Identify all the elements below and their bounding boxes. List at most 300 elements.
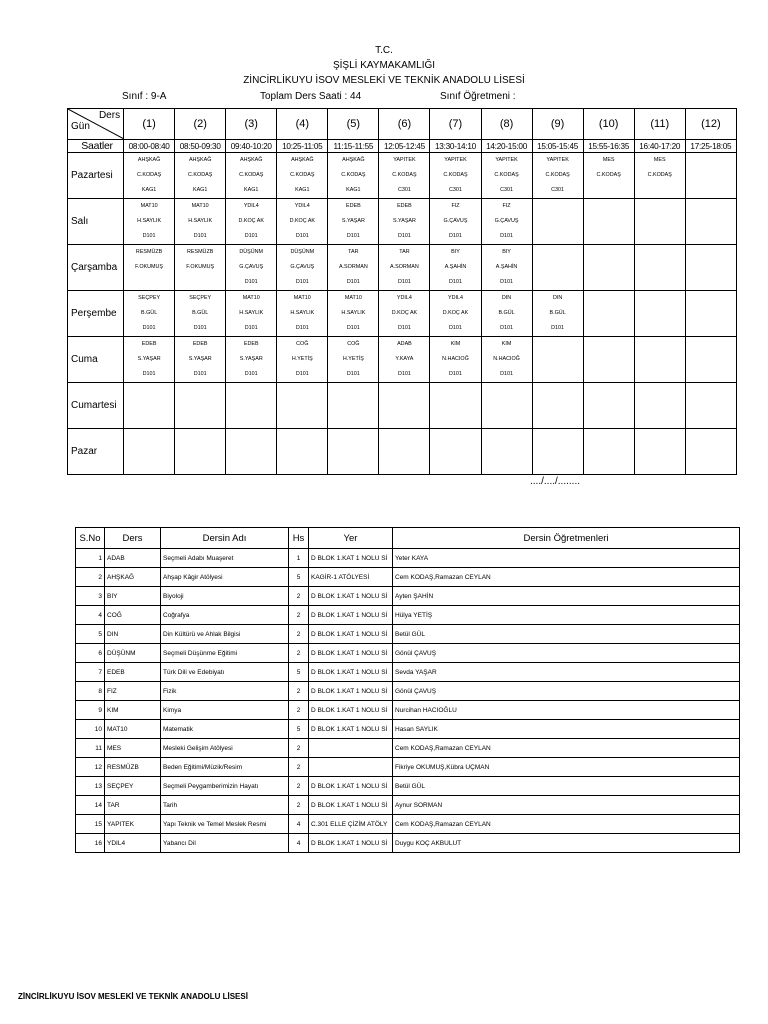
school-name: ZİNCİRLİKUYU İSOV MESLEKİ VE TEKNİK ANADOLU LİSESİ bbox=[243, 75, 525, 86]
slot-room-code: D101 bbox=[193, 233, 207, 239]
slot-lesson-code: EDEB bbox=[192, 341, 208, 347]
slot-room-code: D101 bbox=[397, 371, 411, 377]
day-row bbox=[68, 153, 737, 199]
slot-teacher-name: B.GÜL bbox=[549, 310, 566, 316]
slot-teacher-name: D.KOÇ AK bbox=[289, 218, 316, 224]
slot-room-code bbox=[584, 459, 634, 474]
row-yer: D BLOK 1.KAT 1 NOLU Sİ bbox=[309, 777, 393, 796]
row-yer: D BLOK 1.KAT 1 NOLU Sİ bbox=[309, 796, 393, 815]
slot-lesson-code: EDEB bbox=[397, 203, 412, 209]
slot-room-code: D101 bbox=[244, 279, 258, 285]
slot-teacher-name bbox=[328, 444, 378, 459]
slot-lesson-code: YAPITEK bbox=[393, 157, 416, 163]
slot-room-code bbox=[584, 275, 634, 290]
slot-lesson-code bbox=[635, 291, 685, 306]
slot-teacher-name bbox=[533, 398, 583, 413]
slot-lesson-code: COĞ bbox=[296, 341, 309, 347]
row-hs: 4 bbox=[289, 815, 309, 834]
period-time: 11:15-11:55 bbox=[328, 140, 379, 153]
schedule-slot bbox=[175, 337, 226, 383]
slot-room-code: D101 bbox=[244, 233, 258, 239]
slot-teacher-name: D.KOÇ AK bbox=[238, 218, 264, 224]
slot-room-code bbox=[379, 413, 429, 428]
schedule-slot bbox=[685, 245, 736, 291]
row-ders-adi: Coğrafya bbox=[161, 606, 289, 625]
slot-room-code: D101 bbox=[142, 233, 156, 239]
row-ders-adi: Türk Dili ve Edebiyatı bbox=[161, 663, 289, 682]
row-ders-code: MAT10 bbox=[105, 720, 161, 739]
row-ders-adi: Seçmeli Adabı Muaşeret bbox=[161, 549, 289, 568]
slot-teacher-name: H.SAYLIK bbox=[188, 218, 213, 224]
schedule-slot bbox=[328, 153, 379, 199]
slot-lesson-code: KIM bbox=[501, 341, 512, 347]
slot-teacher-name: H.SAYLIK bbox=[341, 310, 366, 316]
slot-room-code: D101 bbox=[244, 371, 258, 377]
schedule-slot bbox=[175, 291, 226, 337]
period-header: (4) bbox=[277, 109, 328, 140]
schedule-slot bbox=[379, 337, 430, 383]
slot-lesson-code: MAT10 bbox=[344, 295, 362, 301]
schedule-slot bbox=[175, 153, 226, 199]
slot-room-code: KAG1 bbox=[244, 187, 259, 193]
row-ders-code: RESMÜZB bbox=[105, 758, 161, 777]
slot-teacher-name: C.KODAŞ bbox=[136, 172, 162, 178]
schedule-slot bbox=[685, 199, 736, 245]
schedule-slot bbox=[634, 337, 685, 383]
row-ders-adi: Matematik bbox=[161, 720, 289, 739]
slot-room-code: D101 bbox=[500, 325, 513, 331]
day-name: Pazar bbox=[68, 429, 124, 475]
slot-teacher-name: C.KODAŞ bbox=[341, 172, 366, 178]
schedule-slot bbox=[583, 153, 634, 199]
slot-teacher-name: D.KOÇ AK bbox=[442, 310, 469, 316]
slot-teacher-name bbox=[584, 260, 634, 275]
period-header: (8) bbox=[481, 109, 532, 140]
slot-teacher-name: H.SAYLIK bbox=[239, 310, 264, 316]
row-yer: D BLOK 1.KAT 1 NOLU Sİ bbox=[309, 644, 393, 663]
slot-room-code bbox=[686, 183, 736, 198]
schedule-slot bbox=[226, 153, 277, 199]
slot-teacher-name: H.SAYLIK bbox=[290, 310, 315, 316]
slot-lesson-code bbox=[533, 199, 583, 214]
slot-room-code: C301 bbox=[397, 187, 411, 193]
row-ders-code: TAR bbox=[105, 796, 161, 815]
row-ogretmen: Aynur SORMAN bbox=[393, 796, 740, 815]
slot-lesson-code bbox=[635, 199, 685, 214]
period-time: 13:30-14:10 bbox=[430, 140, 481, 153]
schedule-slot bbox=[328, 429, 379, 475]
slot-lesson-code: TAR bbox=[348, 249, 359, 255]
row-hs: 2 bbox=[289, 644, 309, 663]
slot-lesson-code: YAPITEK bbox=[495, 157, 518, 163]
schedule-slot bbox=[430, 245, 481, 291]
lesson-row bbox=[76, 663, 740, 682]
slot-lesson-code bbox=[686, 291, 736, 306]
slot-teacher-name: H.SAYLIK bbox=[137, 218, 162, 224]
slot-teacher-name: S.YAŞAR bbox=[188, 356, 212, 362]
day-row bbox=[68, 245, 737, 291]
day-row bbox=[68, 383, 737, 429]
schedule-slot bbox=[685, 429, 736, 475]
col-hs: Hs bbox=[289, 528, 309, 549]
schedule-slot bbox=[124, 337, 175, 383]
row-sno: 12 bbox=[76, 758, 105, 777]
slot-teacher-name bbox=[635, 398, 685, 413]
slot-room-code: KAG1 bbox=[295, 187, 310, 193]
row-ders-code: DIN bbox=[105, 625, 161, 644]
slot-teacher-name: B.GÜL bbox=[498, 310, 515, 316]
slot-teacher-name bbox=[584, 352, 634, 367]
date-line: ..../..../........ bbox=[530, 476, 581, 487]
row-hs: 2 bbox=[289, 682, 309, 701]
slot-lesson-code: MAT10 bbox=[191, 203, 209, 209]
row-sno: 14 bbox=[76, 796, 105, 815]
period-time: 10:25-11:05 bbox=[277, 140, 328, 153]
row-ogretmen: Cem KODAŞ,Ramazan CEYLAN bbox=[393, 739, 740, 758]
lesson-row bbox=[76, 815, 740, 834]
row-ders-adi: Tarih bbox=[161, 796, 289, 815]
period-header: (12) bbox=[685, 109, 736, 140]
slot-room-code: D101 bbox=[551, 325, 565, 331]
slot-teacher-name bbox=[584, 214, 634, 229]
slot-lesson-code: AHŞKAĞ bbox=[188, 157, 212, 163]
schedule-slot bbox=[124, 383, 175, 429]
row-ogretmen: Cem KODAŞ,Ramazan CEYLAN bbox=[393, 568, 740, 587]
schedule-slot bbox=[583, 337, 634, 383]
slot-teacher-name: C.KODAŞ bbox=[392, 172, 417, 178]
slot-lesson-code bbox=[584, 337, 634, 352]
row-sno: 11 bbox=[76, 739, 105, 758]
slot-lesson-code: MES bbox=[653, 157, 666, 163]
slot-teacher-name bbox=[277, 444, 327, 459]
slot-room-code: D101 bbox=[397, 279, 411, 285]
slot-lesson-code bbox=[584, 383, 634, 398]
slot-lesson-code bbox=[533, 245, 583, 260]
total-hours-label: Toplam Ders Saati : 44 bbox=[260, 91, 362, 102]
schedule-slot bbox=[634, 291, 685, 337]
lesson-row bbox=[76, 587, 740, 606]
slot-teacher-name bbox=[686, 168, 736, 183]
slot-room-code bbox=[686, 459, 736, 474]
row-ders-code: SEÇPEY bbox=[105, 777, 161, 796]
slot-room-code: D101 bbox=[193, 371, 207, 377]
schedule-slot bbox=[379, 383, 430, 429]
slot-room-code bbox=[635, 183, 685, 198]
row-sno: 7 bbox=[76, 663, 105, 682]
period-time: 17:25-18:05 bbox=[685, 140, 736, 153]
slot-teacher-name: B.GÜL bbox=[192, 310, 209, 316]
row-ders-adi: Ahşap Kâgir Atölyesi bbox=[161, 568, 289, 587]
row-ogretmen: Gönül ÇAVUŞ bbox=[393, 644, 740, 663]
row-sno: 4 bbox=[76, 606, 105, 625]
slot-room-code bbox=[584, 229, 634, 244]
slot-teacher-name: G.ÇAVUŞ bbox=[239, 264, 264, 270]
lesson-row bbox=[76, 606, 740, 625]
slot-room-code bbox=[124, 459, 174, 474]
saatler-label: Saatler bbox=[68, 140, 124, 153]
slot-teacher-name bbox=[584, 398, 634, 413]
slot-teacher-name bbox=[430, 398, 480, 413]
slot-lesson-code: EDEB bbox=[243, 341, 259, 347]
slot-lesson-code: DIN bbox=[552, 295, 563, 301]
slot-teacher-name bbox=[584, 306, 634, 321]
slot-teacher-name: C.KODAŞ bbox=[239, 172, 264, 178]
slot-teacher-name: B.GÜL bbox=[141, 310, 158, 316]
slot-teacher-name: G.ÇAVUŞ bbox=[290, 264, 315, 270]
schedule-slot bbox=[583, 383, 634, 429]
row-ogretmen: Ayten ŞAHİN bbox=[393, 587, 740, 606]
slot-room-code bbox=[226, 459, 276, 474]
header-kaymakamlik: ŞİŞLİ KAYMAKAMLIĞI bbox=[332, 60, 436, 71]
slot-lesson-code bbox=[175, 383, 225, 398]
schedule-slot bbox=[430, 337, 481, 383]
schedule-slot bbox=[685, 153, 736, 199]
row-ogretmen: Duygu KOÇ AKBULUT bbox=[393, 834, 740, 853]
slot-room-code bbox=[328, 459, 378, 474]
slot-room-code: C301 bbox=[449, 187, 462, 193]
period-header: (1) bbox=[124, 109, 175, 140]
row-yer: D BLOK 1.KAT 1 NOLU Sİ bbox=[309, 606, 393, 625]
slot-lesson-code: DÜŞÜNM bbox=[239, 249, 264, 255]
slot-room-code bbox=[584, 183, 634, 198]
day-row bbox=[68, 337, 737, 383]
slot-teacher-name: S.YAŞAR bbox=[137, 356, 161, 362]
row-ogretmen: Hasan SAYLIK bbox=[393, 720, 740, 739]
slot-lesson-code bbox=[686, 429, 736, 444]
row-ogretmen: Sevda YAŞAR bbox=[393, 663, 740, 682]
schedule-slot bbox=[430, 199, 481, 245]
class-label: Sınıf : 9-A bbox=[122, 91, 167, 102]
schedule-slot bbox=[685, 383, 736, 429]
slot-teacher-name bbox=[175, 444, 225, 459]
slot-teacher-name: N.HACIOĞ bbox=[442, 356, 469, 362]
slot-room-code: KAG1 bbox=[141, 187, 157, 193]
slot-room-code: D101 bbox=[346, 279, 360, 285]
schedule-slot bbox=[532, 153, 583, 199]
slot-teacher-name bbox=[533, 260, 583, 275]
schedule-slot bbox=[379, 153, 430, 199]
slot-lesson-code: YDIL4 bbox=[243, 203, 259, 209]
slot-room-code bbox=[430, 413, 480, 428]
slot-room-code bbox=[379, 459, 429, 474]
schedule-slot bbox=[277, 153, 328, 199]
slot-lesson-code bbox=[584, 291, 634, 306]
schedule-slot bbox=[379, 429, 430, 475]
lesson-row bbox=[76, 644, 740, 663]
schedule-slot bbox=[277, 199, 328, 245]
row-yer: C.301 ELLE ÇİZİM ATÖLY bbox=[309, 815, 393, 834]
row-yer bbox=[309, 739, 393, 758]
slot-lesson-code bbox=[635, 429, 685, 444]
row-hs: 5 bbox=[289, 568, 309, 587]
slot-room-code bbox=[226, 413, 276, 428]
schedule-slot bbox=[532, 199, 583, 245]
row-ders-code: FIZ bbox=[105, 682, 161, 701]
row-sno: 8 bbox=[76, 682, 105, 701]
row-sno: 3 bbox=[76, 587, 105, 606]
schedule-slot bbox=[583, 429, 634, 475]
schedule-slot bbox=[634, 429, 685, 475]
slot-teacher-name bbox=[175, 398, 225, 413]
period-header: (6) bbox=[379, 109, 430, 140]
slot-teacher-name bbox=[635, 352, 685, 367]
row-sno: 13 bbox=[76, 777, 105, 796]
slot-room-code bbox=[482, 459, 532, 474]
slot-room-code: D101 bbox=[346, 325, 360, 331]
slot-teacher-name bbox=[686, 214, 736, 229]
slot-teacher-name bbox=[124, 444, 174, 459]
slot-teacher-name: H.YETİŞ bbox=[342, 356, 364, 362]
schedule-slot bbox=[532, 429, 583, 475]
period-header: (3) bbox=[226, 109, 277, 140]
slot-teacher-name bbox=[277, 398, 327, 413]
slot-lesson-code: BIY bbox=[502, 249, 511, 255]
row-hs: 2 bbox=[289, 777, 309, 796]
slot-lesson-code bbox=[482, 383, 532, 398]
slot-lesson-code: YAPITEK bbox=[444, 157, 467, 163]
slot-room-code: D101 bbox=[346, 371, 360, 377]
slot-room-code: D101 bbox=[295, 325, 309, 331]
slot-lesson-code bbox=[635, 245, 685, 260]
row-ders-code: COĞ bbox=[105, 606, 161, 625]
slot-room-code bbox=[175, 413, 225, 428]
period-header: (9) bbox=[532, 109, 583, 140]
lesson-row bbox=[76, 720, 740, 739]
period-header: (5) bbox=[328, 109, 379, 140]
slot-teacher-name: S.YAŞAR bbox=[341, 218, 365, 224]
schedule-slot bbox=[634, 199, 685, 245]
slot-lesson-code: BIY bbox=[451, 249, 460, 255]
corner-gun-label: Gün bbox=[71, 121, 90, 132]
slot-lesson-code bbox=[277, 429, 327, 444]
row-hs: 2 bbox=[289, 701, 309, 720]
slot-room-code bbox=[277, 459, 327, 474]
slot-room-code bbox=[584, 367, 634, 382]
slot-room-code: D101 bbox=[193, 325, 207, 331]
schedule-slot bbox=[124, 153, 175, 199]
lesson-row bbox=[76, 834, 740, 853]
slot-teacher-name: C.KODAŞ bbox=[494, 172, 519, 178]
row-hs: 2 bbox=[289, 606, 309, 625]
slot-lesson-code bbox=[584, 429, 634, 444]
schedule-slot bbox=[634, 245, 685, 291]
slot-teacher-name: C.KODAŞ bbox=[596, 172, 621, 178]
slot-lesson-code: MES bbox=[602, 157, 615, 163]
slot-room-code bbox=[175, 275, 225, 290]
schedule-slot bbox=[532, 291, 583, 337]
row-sno: 10 bbox=[76, 720, 105, 739]
schedule-slot bbox=[583, 199, 634, 245]
col-ders: Ders bbox=[105, 528, 161, 549]
row-ders-adi: Seçmeli Peygamberimizin Hayatı bbox=[161, 777, 289, 796]
row-ogretmen: Gönül ÇAVUŞ bbox=[393, 682, 740, 701]
schedule-slot bbox=[430, 291, 481, 337]
slot-room-code: D101 bbox=[500, 279, 513, 285]
col-dersin-adi: Dersin Adı bbox=[161, 528, 289, 549]
slot-teacher-name bbox=[482, 444, 532, 459]
row-yer: D BLOK 1.KAT 1 NOLU Sİ bbox=[309, 663, 393, 682]
slot-lesson-code: ADAB bbox=[397, 341, 412, 347]
slot-teacher-name: N.HACIOĞ bbox=[493, 356, 520, 362]
slot-room-code: D101 bbox=[500, 371, 513, 377]
day-name: Cumartesi bbox=[68, 383, 124, 429]
slot-teacher-name: C.KODAŞ bbox=[647, 172, 672, 178]
slot-lesson-code: COĞ bbox=[347, 341, 360, 347]
row-ders-code: YAPITEK bbox=[105, 815, 161, 834]
schedule-slot bbox=[328, 291, 379, 337]
slot-lesson-code: DIN bbox=[501, 295, 512, 301]
slot-teacher-name bbox=[584, 444, 634, 459]
day-name: Salı bbox=[68, 199, 124, 245]
slot-lesson-code bbox=[482, 429, 532, 444]
slot-room-code: C301 bbox=[500, 187, 513, 193]
schedule-slot bbox=[124, 429, 175, 475]
slot-lesson-code: DÜŞÜNM bbox=[290, 249, 315, 255]
schedule-slot bbox=[226, 429, 277, 475]
col-sno: S.No bbox=[76, 528, 105, 549]
slot-room-code: D101 bbox=[449, 325, 462, 331]
period-time: 14:20-15:00 bbox=[481, 140, 532, 153]
slot-room-code: D101 bbox=[449, 233, 462, 239]
schedule-slot bbox=[175, 383, 226, 429]
slot-lesson-code: AHŞKAĞ bbox=[240, 157, 263, 163]
row-ders-adi: Seçmeli Düşünme Eğitimi bbox=[161, 644, 289, 663]
slot-teacher-name bbox=[226, 398, 276, 413]
schedule-slot bbox=[226, 291, 277, 337]
period-time: 08:50-09:30 bbox=[175, 140, 226, 153]
slot-teacher-name: F.OKUMUŞ bbox=[186, 264, 215, 270]
day-row bbox=[68, 199, 737, 245]
row-hs: 2 bbox=[289, 625, 309, 644]
slot-room-code: D101 bbox=[244, 325, 258, 331]
slot-room-code bbox=[533, 367, 583, 382]
slot-teacher-name bbox=[226, 444, 276, 459]
slot-room-code: KAG1 bbox=[192, 187, 208, 193]
col-ogretmenler: Dersin Öğretmenleri bbox=[393, 528, 740, 549]
slot-room-code bbox=[686, 229, 736, 244]
slot-room-code: D101 bbox=[142, 325, 156, 331]
schedule-slot bbox=[175, 245, 226, 291]
schedule-slot bbox=[328, 337, 379, 383]
day-name: Pazartesi bbox=[68, 153, 124, 199]
slot-room-code bbox=[635, 275, 685, 290]
schedule-slot bbox=[430, 153, 481, 199]
row-sno: 6 bbox=[76, 644, 105, 663]
row-yer: KAGİR-1 ATÖLYESİ bbox=[309, 568, 393, 587]
period-header: (10) bbox=[583, 109, 634, 140]
slot-lesson-code: SEÇPEY bbox=[189, 295, 212, 301]
slot-teacher-name: A.ŞAHİN bbox=[495, 264, 518, 270]
footer-school-name: ZİNCİRLİKUYU İSOV MESLEKİ VE TEKNİK ANADOLU LİSESİ bbox=[18, 992, 248, 1001]
slot-room-code: D101 bbox=[397, 325, 411, 331]
lesson-row bbox=[76, 758, 740, 777]
row-ders-adi: Yabancı Dil bbox=[161, 834, 289, 853]
row-sno: 1 bbox=[76, 549, 105, 568]
period-time: 08:00-08:40 bbox=[124, 140, 175, 153]
corner-ders-label: Ders bbox=[98, 110, 121, 121]
header-tc: T.C. bbox=[375, 45, 393, 56]
lessons-table bbox=[75, 527, 740, 853]
schedule-slot bbox=[277, 383, 328, 429]
slot-lesson-code bbox=[686, 199, 736, 214]
schedule-slot bbox=[583, 245, 634, 291]
schedule-slot bbox=[481, 245, 532, 291]
slot-room-code bbox=[635, 413, 685, 428]
row-hs: 5 bbox=[289, 720, 309, 739]
slot-teacher-name: A.ŞAHİN bbox=[444, 264, 467, 270]
slot-lesson-code bbox=[533, 383, 583, 398]
slot-lesson-code bbox=[686, 337, 736, 352]
